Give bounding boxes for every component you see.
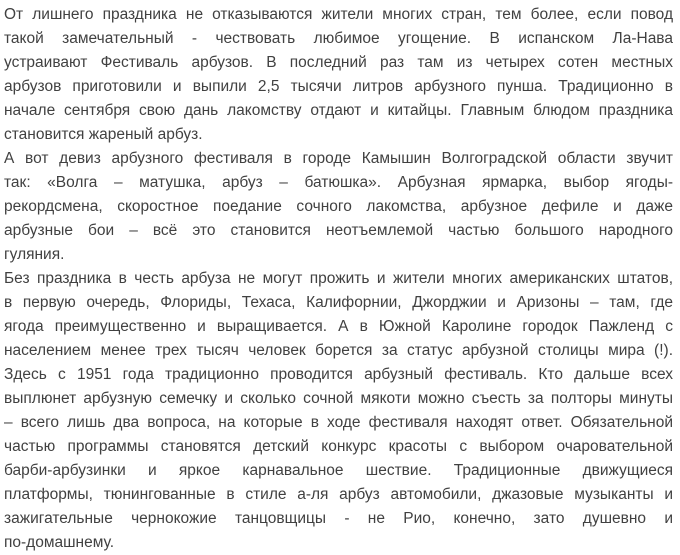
paragraph <box>4 147 673 267</box>
article <box>4 3 673 555</box>
text-line: гуляния. <box>4 246 65 263</box>
text-line: арбузные бои – всё это становится неотъемлемой частью большого народного <box>4 222 673 239</box>
paragraph <box>4 267 673 555</box>
text-line: частью программы становятся детский конкурс красоты с выбором очаровательной <box>4 438 673 455</box>
text-line: – всего лишь два вопроса, на которые в ходе фестиваля находят ответ. Обязательной <box>4 414 673 431</box>
text-line: такой замечательный - чествовать любимое угощение. В испанском Ла-Нава <box>4 30 673 47</box>
text-line: в первую очередь, Флориды, Техаса, Калифорнии, Джорджии и Аризоны – там, где <box>4 294 673 311</box>
text-line: зажигательные чернокожие танцовщицы - не Рио, конечно, зато душевно и <box>4 510 673 527</box>
text-line: От лишнего праздника не отказываются жители многих стран, тем более, если повод <box>4 6 673 23</box>
text-line: барби-арбузинки и яркое карнавальное шествие. Традиционные движущиеся <box>4 462 673 479</box>
paragraph <box>4 3 673 147</box>
text-line: платформы, тюнингованные в стиле а-ля арбуз автомобили, джазовые музыканты и <box>4 486 673 503</box>
text-line: выплюнет арбузную семечку и сколько сочной мякоти можно съесть за полторы минуты <box>4 390 673 407</box>
text-line: устраивают Фестиваль арбузов. В последний раз там из четырех сотен местных <box>4 54 673 71</box>
text-line: так: «Волга – матушка, арбуз – батюшка». Арбузная ярмарка, выбор ягоды- <box>4 174 673 191</box>
text-line: Здесь с 1951 года традиционно проводится арбузный фестиваль. Кто дальше всех <box>4 366 673 383</box>
text-line: по-домашнему. <box>4 534 115 551</box>
text-line: арбузов приготовили и выпили 2,5 тысячи литров арбузного пунша. Традиционно в <box>4 78 673 95</box>
text-line: Без праздника в честь арбуза не могут прожить и жители многих американских штатов, <box>4 270 673 287</box>
text-line: А вот девиз арбузного фестиваля в городе Камышин Волгоградской области звучит <box>4 150 673 167</box>
text-line: рекордсмена, скоростное поедание сочного лакомства, арбузное дефиле и даже <box>4 198 673 215</box>
text-line: населением менее трех тысяч человек борется за статус арбузной столицы мира (!). <box>4 342 673 359</box>
text-line: начале сентября свою дань лакомству отдают и китайцы. Главным блюдом праздника <box>4 102 673 119</box>
text-line: ягода преимущественно и выращивается. А в Южной Каролине городок Пажленд с <box>4 318 673 335</box>
text-line: становится жареный арбуз. <box>4 126 203 143</box>
